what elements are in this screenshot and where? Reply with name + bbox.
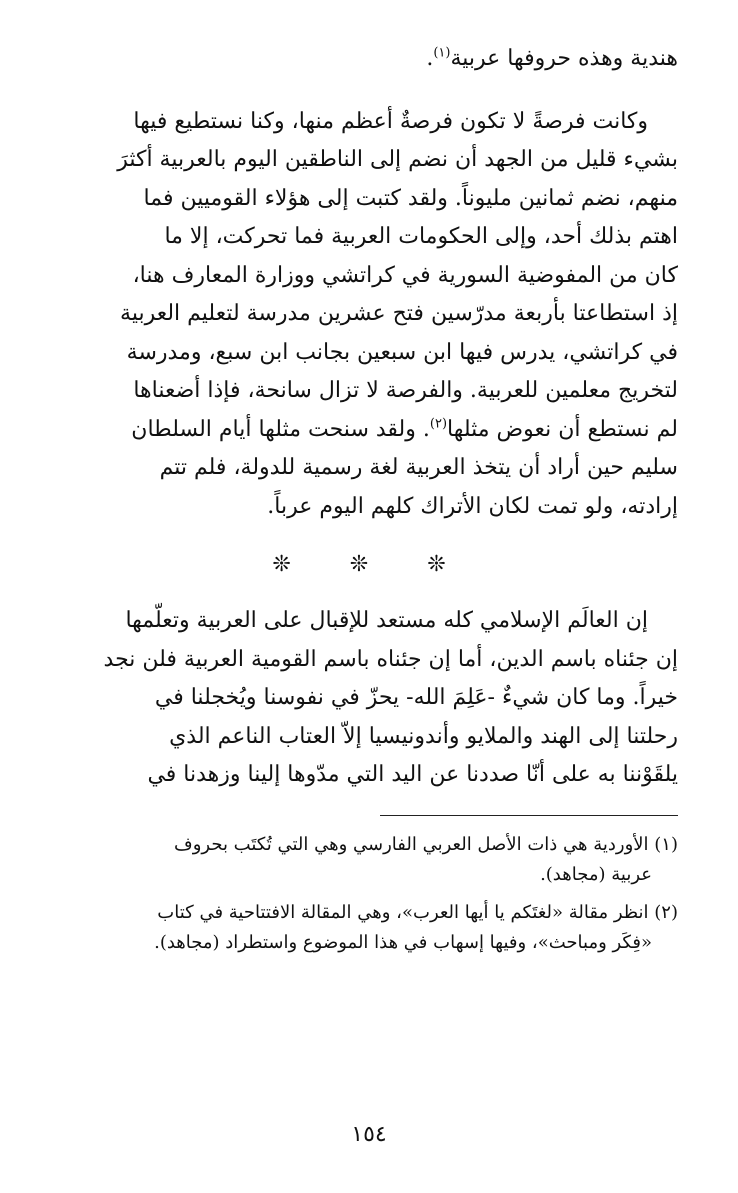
footnote-marker-2[interactable]: (٢) <box>429 416 448 432</box>
footnote-2: (٢) انظر مقالة «لغتَكم يا أيها العرب»، وهي المقالة الافتتاحية في كتاب «فِكَر ومباحث»، وفيها إسهاب في هذا الموضوع واستطراد (مجاهد). <box>154 901 678 953</box>
text-line: في كراتشي، يدرس فيها ابن سبعين بجانب ابن سبع، ومدرسة <box>126 339 678 365</box>
paragraph-2 <box>66 602 678 795</box>
paragraph-top <box>66 40 678 79</box>
text-line: لتخريج معلمين للعربية. والفرصة لا تزال سانحة، فإذا أضعناها <box>133 378 678 403</box>
text-line: كان من المفوضية السورية في كراتشي ووزارة المعارف هنا، <box>132 262 678 288</box>
text-line: بشيء قليل من الجهد أن نضم إلى الناطقين اليوم بالعربية أكثرَ <box>117 147 678 172</box>
page-content <box>66 40 678 966</box>
footnote-marker-1[interactable]: (١) <box>433 45 451 61</box>
text-line: لم نستطع أن نعوض مثلها$^{(٢)}$. ولقد سنحت مثلها أيام السلطان <box>131 416 678 442</box>
footnote-divider <box>380 815 678 816</box>
paragraph-1 <box>66 103 678 527</box>
text-line: إذ استطاعتا بأربعة مدرّسين فتح عشرين مدرسة لتعليم العربية <box>120 301 678 326</box>
text-line: إن جئناه باسم الدين، أما إن جئناه باسم القومية العربية فلن نجد <box>103 646 678 672</box>
text-line: إرادته، ولو تمت لكان الأتراك كلهم اليوم عرباً. <box>267 493 678 519</box>
text-line: سليم حين أراد أن يتخذ العربية لغة رسمية للدولة، فلم تتم <box>159 455 678 480</box>
text-line: اهتم بذلك أحد، وإلى الحكومات العربية فما تحركت، إلا ما <box>164 224 678 249</box>
text-line: منهم، نضم ثمانين مليوناً. ولقد كتبت إلى هؤلاء القوميين فما <box>143 185 678 211</box>
paragraph-gap <box>66 79 678 103</box>
section-separator: ❊ ❊ ❊ <box>272 552 472 577</box>
text-line: يلقَوْننا به على أنّا صددنا عن اليد التي مدّوها إلينا وزهدنا في <box>147 762 678 787</box>
text-line: رحلتنا إلى الهند والملايو وأندونيسيا إلاّ العتاب الناعم الذي <box>169 723 678 749</box>
text-line: خيراً. وما كان شيءٌ -عَلِمَ الله- يحزّ في نفوسنا ويُخجلنا في <box>154 685 678 710</box>
page-number: ١٥٤ <box>351 1122 387 1147</box>
footnotes <box>66 830 678 958</box>
text-line: وكانت فرصةً لا تكون فرصةٌ أعظم منها، وكنا نستطيع فيها <box>133 108 648 134</box>
text-line: هندية وهذه حروفها عربية$^{(١)}$. <box>426 45 678 71</box>
footnote-1: (١) الأوردية هي ذات الأصل العربي الفارسي وهي التي تُكتَب بحروف عربية (مجاهد). <box>174 833 678 885</box>
text-line: إن العالَم الإسلامي كله مستعد للإقبال على العربية وتعلّمها <box>125 608 648 633</box>
